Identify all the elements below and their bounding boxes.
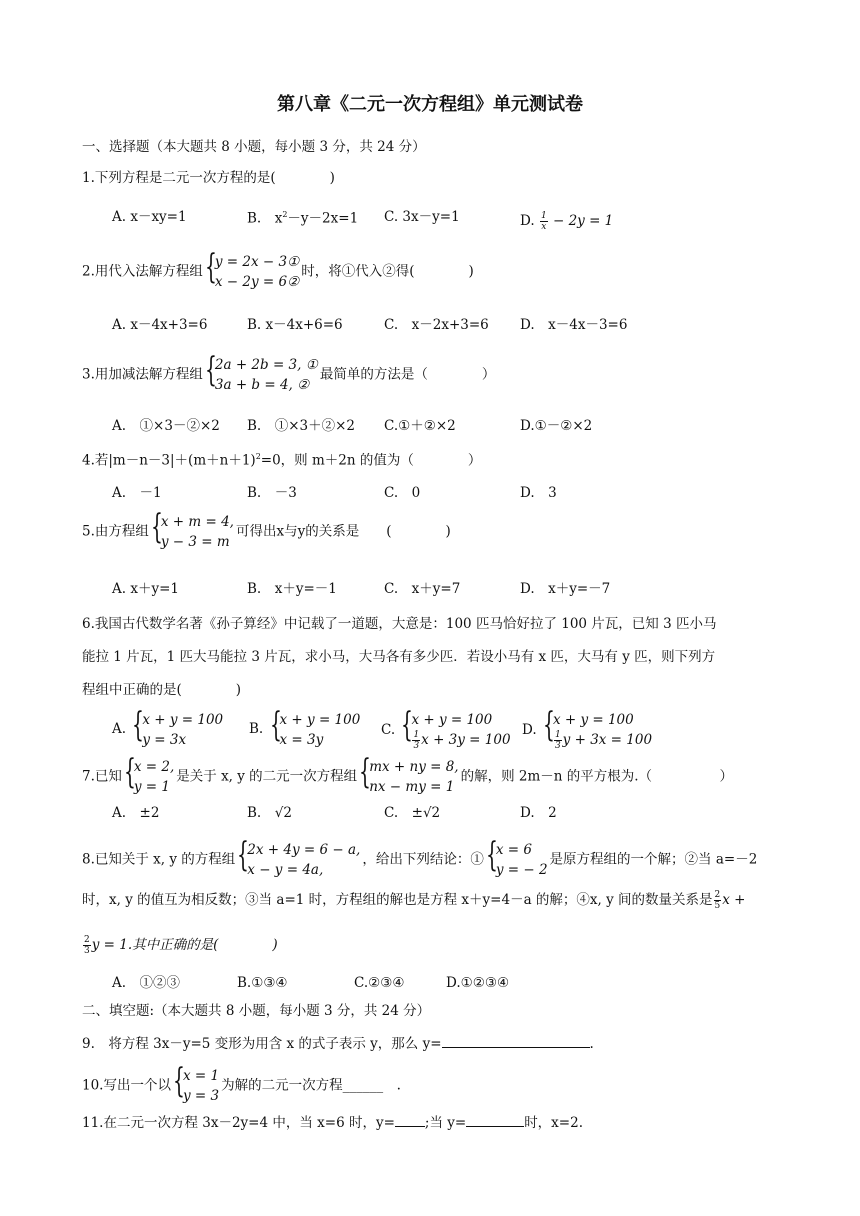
- option-d: D. $\frac{1}{x}$ − 2y = 1: [520, 211, 614, 232]
- option-d: D. { x + y = 100 $\frac{1}{3}$ y + 3x = 100: [522, 705, 653, 751]
- option-c: C. x－2x+3=6: [384, 317, 489, 333]
- section-heading-choice: 一、选择题（本大题共 8 小题，每小题 3 分，共 24 分）: [82, 139, 426, 155]
- question-6-line-1: 6.我国古代数学名著《孙子算经》中记载了一道题，大意是：100 匹马恰好拉了 100 片瓦，已知 3 匹小马: [82, 616, 717, 632]
- question-8-line-1: 8.已知关于 x, y 的方程组 { 2x + 4y = 6 − a, x − y = 4a, ，给出下列结论：① { x = 6 y = − 2 是原方程组的一个解；②当 a=－2: [82, 835, 758, 878]
- option-a: A. ±2: [112, 805, 160, 821]
- option-b: B. { x + y = 100 x = 3y: [249, 705, 361, 748]
- option-c: C. 0: [384, 485, 421, 501]
- option-d: D. 2: [520, 805, 557, 821]
- section-heading-fill: 二、填空题:（本大题共 8 小题，每小题 3 分，共 24 分）: [82, 1003, 431, 1019]
- question-6-options: [112, 705, 752, 752]
- question-2-options: [112, 319, 752, 339]
- question-6-line-3: 程组中正确的是( ): [82, 682, 242, 698]
- question-4: 4.若$|m-n-3|+(m+n+1)^2=0$，则 m＋2n 的值为（ ）: [82, 452, 482, 469]
- option-a: A. ①×3－②×2: [112, 418, 220, 434]
- question-4-options: [112, 487, 752, 507]
- option-c: C. ±√2: [384, 805, 441, 821]
- question-10: 10.写出一个以 { x = 1 y = 3 为解的二元一次方程______ .: [82, 1061, 401, 1104]
- option-c: C. 3x－y=1: [384, 209, 460, 225]
- option-b: B. ①×3＋②×2: [247, 418, 356, 434]
- option-b: B.①③④: [237, 975, 288, 991]
- answer-blank[interactable]: [395, 1114, 425, 1127]
- question-8-line-2: 时，x, y 的值互为相反数；③当 a=1 时，方程组的解也是方程 x＋y=4－a 的解；④x, y 间的数量关系是 $\frac{2}{5}$ x +: [82, 890, 746, 911]
- question-9: 9. 将方程 3x－y=5 变形为用含 x 的式子表示 y，那么 y= .: [82, 1036, 594, 1052]
- question-5: 5.由方程组 { x + m = 4, y − 3 = m 可得出x与y的关系是 ( ): [82, 507, 451, 550]
- option-b: B. √2: [247, 805, 292, 821]
- option-c: C. x＋y=7: [384, 581, 461, 597]
- question-3: 3.用加减法解方程组 { 2a + 2b = 3, ① 3a + b = 4, ② 最简单的方法是（ ）: [82, 350, 496, 393]
- option-a: A. { x + y = 100 y = 3x: [112, 705, 224, 748]
- option-b: B. －3: [247, 485, 297, 501]
- question-1-options: [112, 211, 752, 231]
- option-d: D. x－4x－3=6: [520, 317, 628, 333]
- option-a: A. x－xy=1: [112, 209, 187, 225]
- question-3-options: [112, 420, 752, 440]
- question-7: 7.已知 { x = 2, y = 1 是关于 x, y 的二元一次方程组 { mx + ny = 8, nx − my = 1 的解，则 2m－n 的平方根为.（ ）: [82, 752, 734, 795]
- question-2: 2.用代入法解方程组 { y = 2x − 3① x − 2y = 6② 时，将①代入②得( ): [82, 247, 474, 290]
- option-c: C.①＋②×2: [384, 418, 456, 434]
- option-a: A. x＋y=1: [112, 581, 179, 597]
- question-8-options: [112, 977, 752, 997]
- question-5-options: [112, 583, 752, 603]
- question-6-line-2: 能拉 1 片瓦，1 匹大马能拉 3 片瓦，求小马，大马各有多少匹．若设小马有 x 匹，大马有 y 匹，则下列方: [82, 649, 716, 665]
- question-1: 1.下列方程是二元一次方程的是( ): [82, 170, 335, 186]
- page-title: 第八章《二元一次方程组》单元测试卷: [277, 94, 583, 115]
- option-a: A. x－4x+3=6: [112, 317, 208, 333]
- option-c: C.②③④: [354, 975, 405, 991]
- question-8-line-3: $\frac{2}{3}$ y = 1.其中正确的是( ): [84, 935, 278, 956]
- option-d: D. 3: [520, 485, 557, 501]
- question-7-options: [112, 807, 752, 827]
- option-c: C. { x + y = 100 $\frac{1}{3}$ x + 3y = 100: [381, 705, 511, 751]
- option-a: A. ①②③: [112, 975, 181, 991]
- option-d: D.①②③④: [446, 975, 510, 991]
- option-a: A. －1: [112, 485, 162, 501]
- option-b: B. x＋y=－1: [247, 581, 337, 597]
- answer-blank[interactable]: [466, 1114, 524, 1127]
- question-11: 11.在二元一次方程 3x－2y=4 中，当 x=6 时，y= ;当 y= 时，x=2.: [82, 1115, 583, 1131]
- option-b: B. $x^2-y-2x=1$: [247, 210, 359, 227]
- answer-blank[interactable]: [442, 1035, 590, 1048]
- option-b: B. x－4x+6=6: [247, 317, 343, 333]
- option-d: D. x＋y=－7: [520, 581, 611, 597]
- option-d: D.①－②×2: [520, 418, 593, 434]
